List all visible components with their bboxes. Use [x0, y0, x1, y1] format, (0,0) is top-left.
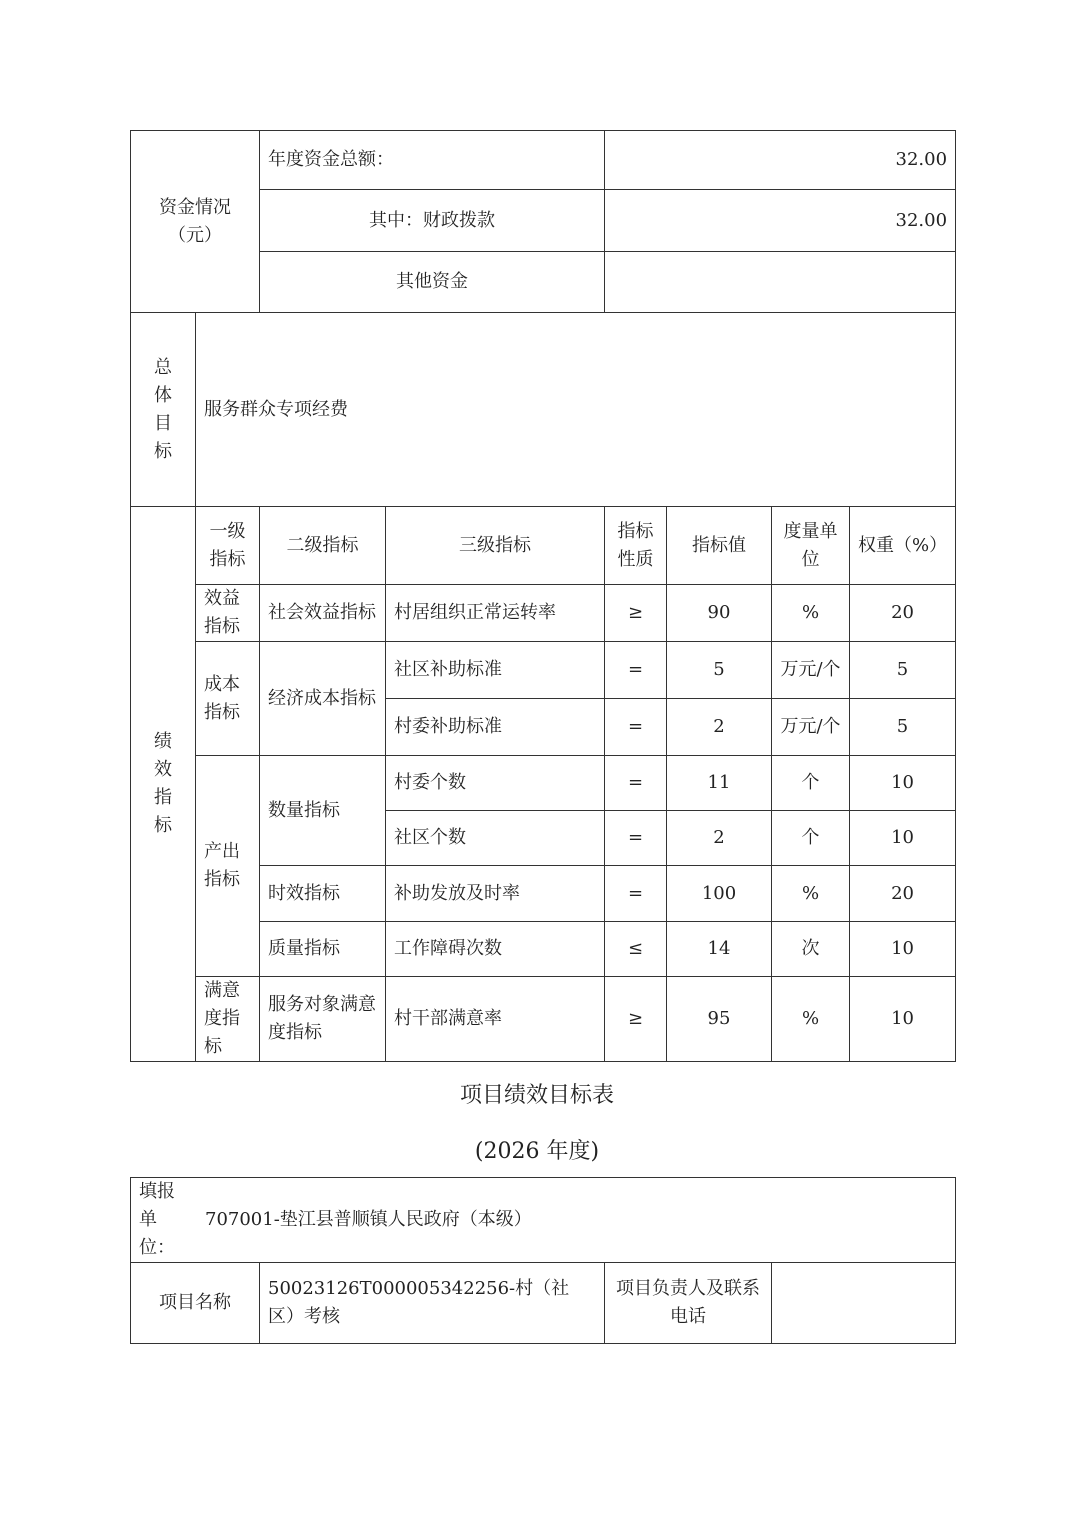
- funds-other-value: [605, 252, 956, 313]
- indicator-weight: 10: [850, 922, 956, 977]
- level3-indicator: 村委个数: [386, 756, 605, 811]
- goal-text: 服务群众专项经费: [196, 313, 956, 507]
- level1-indicator: 成本指标: [196, 642, 260, 756]
- indicator-unit: %: [772, 585, 850, 642]
- level2-indicator: 服务对象满意度指标: [260, 977, 386, 1062]
- indicator-nature: ≥: [605, 977, 667, 1062]
- performance-target-table: [130, 130, 956, 1062]
- level3-indicator: 工作障碍次数: [386, 922, 605, 977]
- indicator-value: 100: [667, 866, 772, 922]
- indicator-weight: 5: [850, 642, 956, 699]
- level3-indicator: 村居组织正常运转率: [386, 585, 605, 642]
- level2-indicator: 数量指标: [260, 756, 386, 866]
- project-name-value: 50023126T000005342256-村（社区）考核: [260, 1263, 605, 1344]
- indicator-unit: 次: [772, 922, 850, 977]
- level3-indicator: 村干部满意率: [386, 977, 605, 1062]
- funds-other-label: 其他资金: [260, 252, 605, 313]
- indicator-row: [131, 977, 956, 1062]
- indicator-nature: =: [605, 642, 667, 699]
- project-info-table: [130, 1177, 956, 1344]
- indicator-nature: =: [605, 866, 667, 922]
- indicator-unit: %: [772, 866, 850, 922]
- indicator-row: [131, 756, 956, 811]
- form-title: 项目绩效目标表: [459, 1083, 614, 1108]
- level3-indicator: 补助发放及时率: [386, 866, 605, 922]
- level1-indicator: 效益指标: [196, 585, 260, 642]
- level3-indicator: 村委补助标准: [386, 699, 605, 756]
- indicator-unit: 个: [772, 756, 850, 811]
- contact-label: 项目负责人及联系电话: [605, 1263, 772, 1344]
- level1-indicator: 满意度指标: [196, 977, 260, 1062]
- header-cell: 度量单位: [772, 507, 850, 585]
- header-cell: 指标性质: [605, 507, 667, 585]
- indicator-value: 14: [667, 922, 772, 977]
- level1-indicator: 产出指标: [196, 756, 260, 977]
- reporting-unit-value: 707001-垫江县普顺镇人民政府（本级）: [205, 1209, 532, 1230]
- indicator-unit: 个: [772, 811, 850, 866]
- level2-indicator: 社会效益指标: [260, 585, 386, 642]
- form-subtitle: (2026 年度): [474, 1139, 600, 1164]
- header-cell: 指标值: [667, 507, 772, 585]
- level2-indicator: 时效指标: [260, 866, 386, 922]
- indicator-value: 2: [667, 699, 772, 756]
- indicator-weight: 10: [850, 756, 956, 811]
- indicator-nature: =: [605, 756, 667, 811]
- indicator-value: 90: [667, 585, 772, 642]
- header-cell: 三级指标: [386, 507, 605, 585]
- indicator-value: 2: [667, 811, 772, 866]
- level3-indicator: 社区补助标准: [386, 642, 605, 699]
- indicator-value: 95: [667, 977, 772, 1062]
- indicator-unit: 万元/个: [772, 699, 850, 756]
- goal-section-label: 总体目标: [131, 313, 196, 507]
- indicator-row: [131, 642, 956, 699]
- indicator-weight: 10: [850, 811, 956, 866]
- indicator-nature: =: [605, 699, 667, 756]
- level2-indicator: 经济成本指标: [260, 642, 386, 756]
- indicator-weight: 5: [850, 699, 956, 756]
- indicator-unit: %: [772, 977, 850, 1062]
- indicator-nature: ≤: [605, 922, 667, 977]
- funds-section-label: 资金情况（元）: [131, 131, 260, 313]
- funds-total-value: 32.00: [605, 131, 956, 190]
- indicator-weight: 20: [850, 585, 956, 642]
- level2-indicator: 质量指标: [260, 922, 386, 977]
- header-cell: 二级指标: [260, 507, 386, 585]
- reporting-unit-label: 填报单位：: [139, 1181, 175, 1258]
- level3-indicator: 社区个数: [386, 811, 605, 866]
- indicator-nature: =: [605, 811, 667, 866]
- funds-fiscal-value: 32.00: [605, 190, 956, 252]
- performance-section-label: 绩效指标: [131, 507, 196, 1062]
- header-cell: 一级指标: [196, 507, 260, 585]
- indicator-weight: 20: [850, 866, 956, 922]
- header-cell: 权重（%）: [850, 507, 956, 585]
- indicator-row: [131, 585, 956, 642]
- indicator-nature: ≥: [605, 585, 667, 642]
- project-name-label: 项目名称: [131, 1263, 260, 1344]
- reporting-unit-row: [131, 1178, 956, 1263]
- funds-total-label: 年度资金总额：: [260, 131, 605, 190]
- indicator-value: 11: [667, 756, 772, 811]
- funds-fiscal-label: 其中：财政拨款: [260, 190, 605, 252]
- indicator-value: 5: [667, 642, 772, 699]
- indicator-weight: 10: [850, 977, 956, 1062]
- indicator-unit: 万元/个: [772, 642, 850, 699]
- contact-value: [772, 1263, 956, 1344]
